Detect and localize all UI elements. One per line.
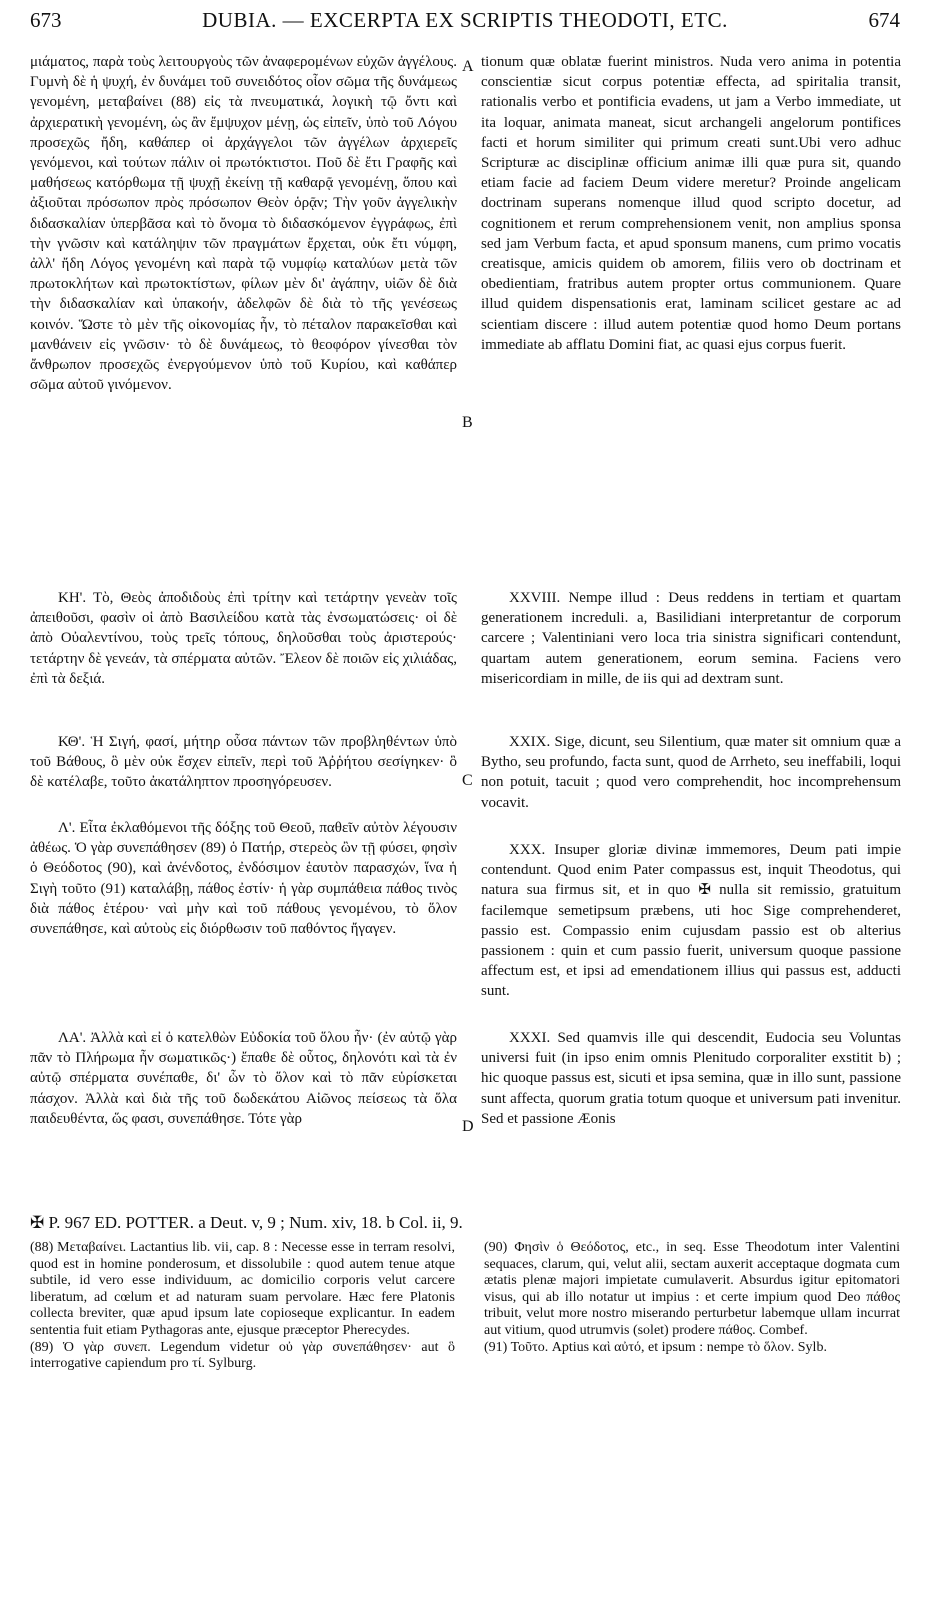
greek-paragraph-la: ΛΑ'. Ἀλλὰ καὶ εἰ ὁ κατελθὼν Εὐδοκία τοῦ ὅλου ἦν· (ἐν αὐτῷ γὰρ πᾶν τὸ Πλήρωμα ἦν σωματικῶς·) ἔπαθε δὲ οὗτος, δηλονότι καὶ τὰ ἐν αὐτῷ σπέρματα συνέπαθε, δι' ὧν τὸ ὅλον καὶ τὸ πᾶν εὑρίσκεται πάσχον. Ἀλλὰ καὶ διὰ τῆς τοῦ δωδεκάτου Αἰῶνος πείσεως τὰ ὅλα παιδευθέντα, ὥς φασι, συνεπάθησε. Τότε γὰρ bbox=[30, 1030, 457, 1127]
page-number-left: 673 bbox=[30, 8, 62, 32]
latin-column bbox=[481, 52, 901, 355]
latin-section-28 bbox=[481, 588, 901, 689]
latin-paragraph-xxix: XXIX. Sige, dicunt, seu Silentium, quæ mater sit omnium quæ a Bytho, seu profundo, facta sunt, quod de Arrheto, seu ineffabili, loqui non potuit, tacuit ; quod vero comprehendit, hoc incomprehensum vocavit. bbox=[481, 734, 901, 811]
latin-paragraph-xxviii: XXVIII. Nempe illud : Deus reddens in tertiam et quartam generationem increduli. a, Basilidiani interpretantur de corporum carcere ; Valentiniani vero loca tria sinistra significari contendunt, quartam autem generationem, eorum semina. Faciens vero misericordiam in mille, de iis qui ad dextram sunt. bbox=[481, 590, 901, 687]
latin-paragraph-1: tionum quæ oblatæ fuerint ministros. Nuda vero anima in potentia conscientiæ sicut corpus potentiæ effecta, ad spiritalia transit, rationalis verbo et pontificia evadens, ut jam a Verbo immediate, ut ita loquar, animata maneat, sicut archangeli angelorum pontifices facti et horum similiter qui primum creati sunt.Ubi vero adhuc Scripturæ ac disciplinæ officium animæ illi quæ pura sit, quando etiam facie ad faciem Deum videre meretur? Proinde angelicam doctrinam superans nomenque illud quod scripto docetur, ad cognitionem et rerum comprehensionem venit, non amplius sponsa sed jam Verbum facta, et apud sponsum manens, cum primo vocatis creatisque, amicis quidem ob amorem, filiis vero ob doctrinam et obedientiam, fratribus autem propter ortus communionem. Quare illud quidem dispensationis erat, laminam scilicet gestare ac ad scientiam discere : illud autem potentiæ quod homo Deum portans immediate ab afflatu Domini fiat, ac quasi ejus corpus fuerit. bbox=[481, 54, 901, 353]
latin-section-29 bbox=[481, 732, 901, 813]
greek-section-29 bbox=[30, 732, 457, 793]
greek-paragraph-1: μιάματος, παρὰ τοὺς λειτουργοὺς τῶν ἀναφερομένων εὐχῶν ἀγγέλους. Γυμνὴ δὲ ἡ ψυχή, ἐν δυνάμει τοῦ συνειδότος οἷον σῶμα τῆς δυνάμεως γενομένη, μεταβαίνει (88) εἰς τὰ πνευματικά, λογικὴ τῷ ὄντι καὶ ἀρχιερατικὴ γενομένη, ὡς ἂν ἔμψυχον μένῃ, ὡς εἰπεῖν, ὑπὸ τοῦ Λόγου προσεχῶς ἤδη, καθάπερ οἱ ἀρχάγγελοι τῶν ἀγγέλων ἀρχιερεῖς γενόμενοι, καὶ τούτων πάλιν οἱ πρωτόκτιστοι. Ποῦ δὲ ἔτι Γραφῆς καὶ μαθήσεως κατόρθωμα τῇ ψυχῇ ἐκείνῃ τῇ καθαρᾷ γενομένῃ, ὅπου καὶ ἀξιοῦται πρόσωπον πρὸς πρόσωπον Θεὸν ὁρᾷν; Τὴν γοῦν ἀγγελικὴν διδασκαλίαν ὑπερβᾶσα καὶ τὸ ὄνομα τὸ διδασκόμενον ἐγγράφως, ἐπὶ τὴν γνῶσιν καὶ κατάληψιν τῶν πραγμάτων ἔρχεται, οὐκ ἔτι νύμφη, ἀλλ' ἤδη Λόγος γενομένη καὶ παρὰ τῷ νυμφίῳ καταλύων μετὰ τῶν πρωτοκλήτων καὶ πρωτοκτίστων, φίλων μὲν δι' ἀγάπην, υἱῶν δὲ διὰ τὴν διδασκαλίαν καὶ ὑπακοήν, ἀδελφῶν δὲ διὰ τὸ τῆς γενέσεως κοινόν. Ὥστε τὸ μὲν τῆς οἰκονομίας ἦν, τὸ πέταλον παρακεῖσθαι καὶ μανθάνειν εἰς γνῶσιν· τὸ δὲ δυνάμεως, τὸ θεοφόρον γίνεσθαι τὸν ἄνθρωπον προσεχῶς ἐνεργούμενον ὑπὸ τοῦ Κυρίου, καὶ καθάπερ σῶμα αὐτοῦ γινόμενον. bbox=[30, 54, 457, 394]
page-reference-line: ✠ P. 967 ED. POTTER. a Deut. v, 9 ; Num. xiv, 18. b Col. ii, 9. bbox=[30, 1213, 463, 1232]
greek-paragraph-kth: ΚΘ'. Ἡ Σιγή, φασί, μήτηρ οὖσα πάντων τῶν προβληθέντων ὑπὸ τοῦ Βάθους, ὃ μὲν οὐκ ἔσχεν εἰπεῖν, περὶ τοῦ Ἀῤῥήτου σεσίγηκεν· ὃ δὲ κατέλαβε, τοῦτο ἀκατάληπτον προσηγόρευσεν. bbox=[30, 734, 457, 791]
margin-marker-d: D bbox=[462, 1118, 474, 1135]
greek-paragraph-kh: ΚΗ'. Τὸ, Θεὸς ἀποδιδοὺς ἐπὶ τρίτην καὶ τετάρτην γενεὰν τοῖς ἀπειθοῦσι, φασὶν οἱ ἀπὸ Βασιλείδου κατὰ τὰς ἐνσωματώσεις· οἱ δὲ ἀπὸ Οὐαλεντίνου, τοὺς τρεῖς τόπους, δηλοῦσθαι τοὺς ἀριστερούς· τετάρτην δὲ γενεάν, τὰ σπέρματα αὐτῶν. Ἔλεον δὲ ποιῶν εἰς χιλιάδας, ἐπὶ τὰ δεξιά. bbox=[30, 590, 457, 687]
page-number-right: 674 bbox=[868, 8, 900, 32]
running-title: DUBIA. — EXCERPTA EX SCRIPTIS THEODOTI, ETC. bbox=[202, 8, 728, 32]
latin-paragraph-xxxi: XXXI. Sed quamvis ille qui descendit, Eudocia seu Voluntas universi fuit (in ipso enim omnis Plenitudo corporaliter exstitit b) ; hic quoque passus est, sicuti et ipsa semina, quæ in illo sunt, passione sunt affecta, quorum gratia totum quoque et universum pati invenitur. Sed et passione Æonis bbox=[481, 1030, 901, 1127]
latin-paragraph-xxx: XXX. Insuper gloriæ divinæ immemores, Deum pati impie contendunt. Quod enim Pater compassus est, inquit Theodotus, qui natura sua firmus sit, et in quo ✠ nulla sit remissio, gratuitum facilemque semetipsum præbens, uti hoc Sige comprehenderet, passio est. Compassio enim cujusdam passio est ob alterius passionem : quin et cum passio fuerit, universum quoque passione affectum est, et ipsi ad emendationem illius qui passus est, adducti sunt. bbox=[481, 842, 901, 1000]
greek-column bbox=[30, 52, 457, 395]
footnotes-right bbox=[484, 1240, 900, 1356]
greek-paragraph-l: Λ'. Εἶτα ἐκλαθόμενοι τῆς δόξης τοῦ Θεοῦ, παθεῖν αὐτὸν λέγουσιν ἀθέως. Ὁ γὰρ συνεπάθησεν (89) ὁ Πατήρ, στερεὸς ὢν τῇ φύσει, φησὶν ὁ Θεόδοτος (90), καὶ ἀνένδοτος, ἐνδόσιμον ἑαυτὸν παρασχών, ἵνα ἡ Σιγὴ τοῦτο (91) καταλάβῃ, πάθος ἐστίν· ἡ γὰρ συμπάθεια πάθος τινὸς διὰ πάθος ἑτέρου· ναὶ μὴν καὶ τοῦ πάθους γενομένου, τὸ ὅλον συνεπάθησε, καὶ αὐτοὺς εἰς διόρθωσιν τοῦ παθόντος ἤγαγεν. bbox=[30, 820, 457, 938]
running-header bbox=[30, 8, 900, 38]
footnote-89: (89) Ὁ γὰρ συνεπ. Legendum videtur οὐ γὰρ συνεπάθησεν· aut ὃ interrogative capiendum pro τί. Sylburg. bbox=[30, 1339, 455, 1372]
footnotes-left bbox=[30, 1240, 455, 1373]
footnote-90: (90) Φησὶν ὁ Θεόδοτος, etc., in seq. Esse Theodotum inter Valentini sequaces, clarum, qui, velut alii, sectam auxerit acceptaque dogmata cum ætatis plenæ majori impietate cumulaverit. Absurdus igitur epitomatori visus, qui ab illo notatur ut impius : et certe impium quod Deo πάθος tribuit, velut more nostro miserando perturbetur labemque ullam incurrat aut vitium, quod utrumvis (solet) prodere πάθος. Combef. bbox=[484, 1240, 900, 1338]
latin-section-31 bbox=[481, 1028, 901, 1129]
greek-section-31 bbox=[30, 1028, 457, 1129]
footnote-88: (88) Μεταβαίνει. Lactantius lib. vii, cap. 8 : Necesse esse in terram resolvi, quod est in homine ponderosum, et dissolubile : quod autem tenue atque subtile, id vero esse individuum, ac domicilio corporis velut carcere liberatum, ad cœlum et ad naturam suam pervolare. Hæc fere Platonis collecta breviter, quæ apud ipsum late copioseque explicantur. In eadem sententia fuit etiam Pythagoras ante, ejusque præceptor Pherecydes. bbox=[30, 1240, 455, 1338]
footnote-91: (91) Τοῦτο. Aptius καὶ αὐτό, et ipsum : nempe τὸ ὅλον. Sylb. bbox=[484, 1339, 827, 1355]
latin-section-30 bbox=[481, 840, 901, 1002]
greek-section-30 bbox=[30, 818, 457, 939]
margin-marker-c: C bbox=[462, 772, 473, 789]
margin-marker-a: A bbox=[462, 58, 474, 75]
margin-marker-b: B bbox=[462, 414, 473, 431]
greek-section-28 bbox=[30, 588, 457, 689]
